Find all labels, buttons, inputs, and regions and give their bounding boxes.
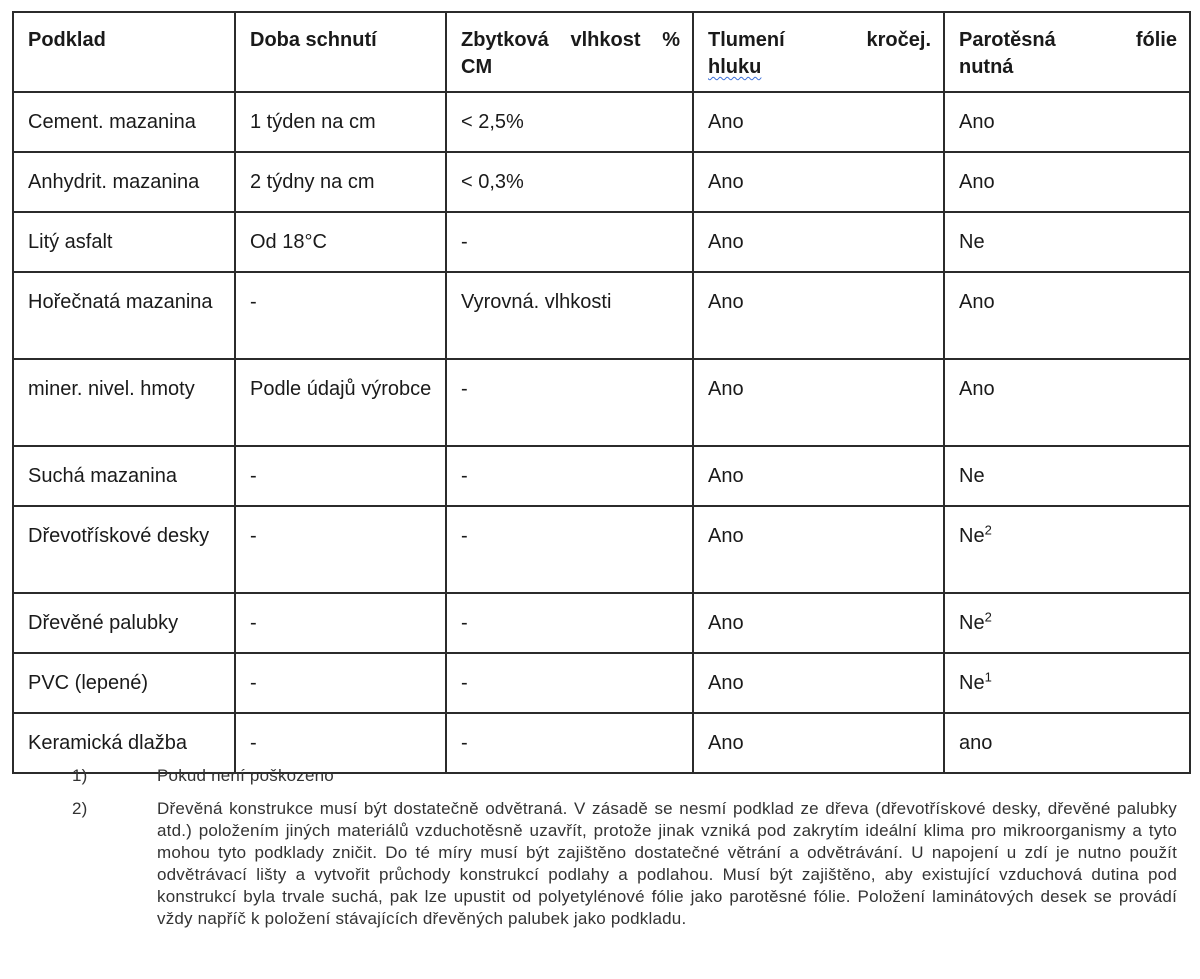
cell-parotesna-folie-text: Ne [959,465,985,487]
footnote-reference: 2 [984,609,992,625]
cell-zbytkova-vlhkost [446,506,693,593]
cell-podklad-text: PVC (lepené) [28,672,149,694]
cell-parotesna-folie [944,212,1190,272]
cell-podklad [13,506,235,593]
cell-doba-schnuti-text: - [250,672,257,694]
cell-zbytkova-vlhkost-text: - [461,672,468,694]
cell-zbytkova-vlhkost-text: - [461,231,468,253]
footnote-text: Dřevěná konstrukce musí být dostatečně odvětraná. V zásadě se nesmí podklad ze dřeva (dřevotřískové desky, dřevěné palubky atd.) položením jiných materiálů vzduchotěsně uzavřít, protože jinak vzniká pod zakrytím ideální klima pro mikroorganismy a tyto mohou tyto podklady zničit. Do té míry musí být zajištěno dostatečné větrání a odvětrávání. U napojení u zdí je nutno použít odvětrávací lišty a vytvořit průchody konstrukcí podlahy a podlahou. Musí být zajištěno, aby existující vzduchová dutina pod konstrukcí byla trvale suchá, pak lze upustit od polyetylénové fólie jako parotěsné fólie. Položení laminátových desek se provádí vždy napříč k položení stávajících dřevěných palubek jako podkladu. [157,799,1177,928]
header-line-word: Tlumení [708,29,785,51]
cell-parotesna-folie [944,152,1190,212]
table-row [13,506,1190,593]
cell-tlumeni-text: Ano [708,672,744,694]
cell-zbytkova-vlhkost-text: - [461,378,468,400]
cell-doba-schnuti [235,92,446,152]
cell-parotesna-folie-text: Ne [959,525,985,547]
cell-parotesna-folie [944,446,1190,506]
cell-doba-schnuti [235,212,446,272]
cell-podklad-text: Cement. mazanina [28,111,196,133]
footnote-text: Pokud není poškozeno [157,766,334,785]
cell-zbytkova-vlhkost [446,359,693,446]
header-line-word: Zbytková [461,29,549,51]
cell-podklad [13,653,235,713]
footnote-reference: 2 [984,522,992,538]
cell-tlumeni-text: Ano [708,525,744,547]
header-line-word: Parotěsná [959,29,1056,51]
header-line-word: kročej. [866,29,931,51]
cell-doba-schnuti-text: - [250,465,257,487]
table-row [13,92,1190,152]
cell-podklad [13,92,235,152]
cell-doba-schnuti [235,152,446,212]
cell-doba-schnuti [235,506,446,593]
cell-parotesna-folie [944,92,1190,152]
cell-tlumeni-text: Ano [708,291,744,313]
cell-tlumeni [693,713,944,773]
cell-parotesna-folie-text: Ano [959,171,995,193]
footnote-1 [0,765,1200,787]
table-row [13,593,1190,653]
cell-parotesna-folie-text: ano [959,732,993,754]
cell-tlumeni [693,92,944,152]
cell-zbytkova-vlhkost [446,593,693,653]
table-body [13,92,1190,773]
table-row [13,359,1190,446]
footnote-number: 2) [72,799,88,818]
header-line-word: vlhkost [570,29,641,51]
cell-parotesna-folie [944,272,1190,359]
cell-parotesna-folie-text: Ne [959,612,985,634]
cell-tlumeni-text: Ano [708,465,744,487]
cell-zbytkova-vlhkost-text: - [461,612,468,634]
cell-podklad-text: Dřevěné palubky [28,612,179,634]
cell-doba-schnuti-text: - [250,612,257,634]
cell-zbytkova-vlhkost [446,446,693,506]
table-row [13,152,1190,212]
cell-tlumeni-text: Ano [708,171,744,193]
cell-tlumeni [693,152,944,212]
footnote-number: 1) [72,766,88,785]
table-row [13,713,1190,773]
cell-zbytkova-vlhkost-text: < 0,3% [461,171,524,193]
cell-tlumeni [693,506,944,593]
cell-doba-schnuti-text: Od 18°C [250,231,327,253]
table-row [13,272,1190,359]
cell-doba-schnuti-text: - [250,525,257,547]
cell-doba-schnuti [235,272,446,359]
footnote-reference: 1 [984,669,992,685]
cell-doba-schnuti-text: - [250,732,257,754]
header-line-word: fólie [1135,29,1177,51]
cell-tlumeni [693,446,944,506]
cell-parotesna-folie [944,713,1190,773]
header-parotesna-folie [944,12,1190,92]
table-row [13,653,1190,713]
cell-zbytkova-vlhkost-text: - [461,732,468,754]
cell-podklad-text: Litý asfalt [28,231,113,253]
cell-podklad-text: miner. nivel. hmoty [28,378,195,400]
cell-doba-schnuti [235,653,446,713]
cell-podklad-text: Hořečnatá mazanina [28,291,213,313]
cell-parotesna-folie-text: Ano [959,291,995,313]
cell-zbytkova-vlhkost [446,212,693,272]
cell-tlumeni [693,593,944,653]
cell-tlumeni-text: Ano [708,111,744,133]
cell-podklad-text: Keramická dlažba [28,732,187,754]
cell-doba-schnuti-text: 1 týden na cm [250,111,376,133]
cell-podklad [13,593,235,653]
cell-parotesna-folie-text: Ne [959,672,985,694]
cell-parotesna-folie-text: Ne [959,231,985,253]
cell-tlumeni [693,272,944,359]
cell-zbytkova-vlhkost-text: - [461,525,468,547]
header-line-word: nutná [959,56,1014,78]
header-line-word: CM [461,56,493,78]
cell-zbytkova-vlhkost-text: Vyrovná. vlhkosti [461,291,612,313]
cell-tlumeni [693,359,944,446]
cell-zbytkova-vlhkost-text: - [461,465,468,487]
cell-zbytkova-vlhkost [446,92,693,152]
table-row [13,446,1190,506]
cell-doba-schnuti-text: Podle údajů výrobce [250,378,432,400]
cell-podklad-text: Anhydrit. mazanina [28,171,200,193]
cell-podklad [13,446,235,506]
cell-zbytkova-vlhkost [446,152,693,212]
header-line-word: hluku [708,56,762,78]
footnote-2 [0,798,1200,930]
cell-doba-schnuti [235,713,446,773]
table-header-row [13,12,1190,92]
cell-tlumeni-text: Ano [708,612,744,634]
cell-tlumeni-text: Ano [708,378,744,400]
footnotes [0,765,1200,930]
cell-podklad-text: Suchá mazanina [28,465,177,487]
substrate-table [12,11,1191,774]
cell-tlumeni [693,212,944,272]
cell-podklad [13,713,235,773]
cell-tlumeni-text: Ano [708,732,744,754]
cell-zbytkova-vlhkost [446,272,693,359]
cell-zbytkova-vlhkost [446,653,693,713]
cell-parotesna-folie-text: Ano [959,111,995,133]
header-doba-schnuti: Doba schnutí [235,12,446,92]
cell-zbytkova-vlhkost-text: < 2,5% [461,111,524,133]
cell-tlumeni-text: Ano [708,231,744,253]
cell-zbytkova-vlhkost [446,713,693,773]
cell-podklad [13,359,235,446]
cell-doba-schnuti-text: 2 týdny na cm [250,171,375,193]
header-line-word: % [662,29,680,51]
cell-doba-schnuti-text: - [250,291,257,313]
cell-tlumeni [693,653,944,713]
header-zbytkova-vlhkost [446,12,693,92]
cell-parotesna-folie [944,653,1190,713]
table-row [13,212,1190,272]
cell-doba-schnuti [235,359,446,446]
cell-parotesna-folie [944,506,1190,593]
cell-podklad-text: Dřevotřískové desky [28,525,210,547]
cell-podklad [13,272,235,359]
cell-parotesna-folie-text: Ano [959,378,995,400]
cell-parotesna-folie [944,593,1190,653]
cell-parotesna-folie [944,359,1190,446]
cell-doba-schnuti [235,593,446,653]
cell-podklad [13,212,235,272]
header-tlumeni [693,12,944,92]
header-podklad: Podklad [13,12,235,92]
cell-doba-schnuti [235,446,446,506]
cell-podklad [13,152,235,212]
